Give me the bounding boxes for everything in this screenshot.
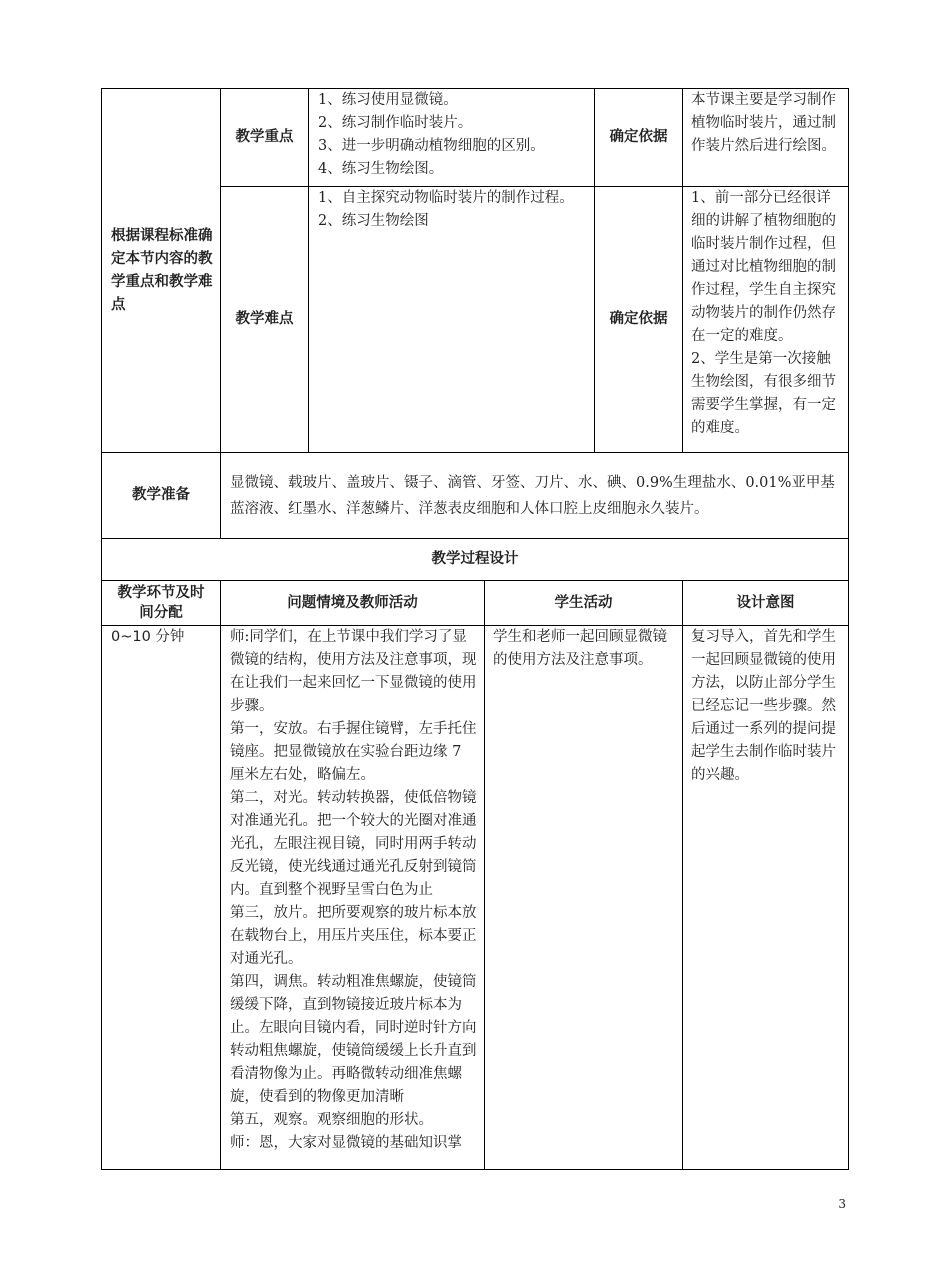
teacher-paragraph: 第一，安放。右手握住镜臂，左手托住镜座。把显微镜放在实验台距边缘 7 厘米左右处，略偏左。 xyxy=(230,721,477,783)
list-item: 4、练习生物绘图。 xyxy=(318,161,444,177)
teacher-paragraph: 第五，观察。观察细胞的形状。 xyxy=(230,1112,433,1128)
difficulties-label: 教学难点 xyxy=(235,311,294,327)
list-item: 2、练习制作临时装片。 xyxy=(318,115,473,131)
key-points-list xyxy=(318,89,588,181)
section-category-label: 根据课程标准确定本节内容的教学重点和教学难点 xyxy=(111,227,213,313)
preparation-content-cell xyxy=(221,453,848,538)
design-intent-text: 复习导入，首先和学生一起回顾显微镜的使用方法，以防止部分学生已经忘记一些步骤。然后通过一系列的提问提起学生去制作临时装片的兴趣。 xyxy=(691,629,836,783)
process-intent-cell xyxy=(683,626,848,1169)
table-border xyxy=(848,88,849,1170)
header-teacher xyxy=(221,581,484,625)
key-points-basis-text: 本节课主要是学习制作植物临时装片，通过制作装片然后进行绘图。 xyxy=(691,92,836,154)
process-title-cell xyxy=(102,539,848,580)
process-time-cell xyxy=(102,626,220,1169)
difficulties-basis-label-cell xyxy=(595,187,682,452)
preparation-text: 显微镜、载玻片、盖玻片、镊子、滴管、牙签、刀片、水、碘、0.9%生理盐水、0.01%亚甲基蓝溶液、红墨水、洋葱鳞片、洋葱表皮细胞和人体口腔上皮细胞永久装片。 xyxy=(230,474,835,517)
teacher-paragraph: 第四，调焦。转动粗准焦螺旋，使镜筒缓缓下降，直到物镜接近玻片标本为止。左眼向目镜内看，同时逆时针方向转动粗焦螺旋，使镜筒缓缓上长升直到看清物像为止。再略微转动细准焦螺旋，使看到的物像更加清晰 xyxy=(230,974,477,1105)
preparation-label-cell xyxy=(102,453,220,538)
list-item: 1、自主探究动物临时装片的制作过程。 xyxy=(318,190,574,206)
header-student xyxy=(485,581,682,625)
teacher-paragraph: 第三，放片。把所要观察的玻片标本放在载物台上，用压片夹压住，标本要正对通光孔。 xyxy=(230,905,477,967)
key-points-basis-label-cell xyxy=(595,89,682,186)
page-number: 3 xyxy=(838,1197,846,1211)
header-time-label: 教学环节及时间分配 xyxy=(117,585,205,621)
header-time xyxy=(102,581,220,625)
difficulties-list xyxy=(318,187,588,233)
list-item: 1、练习使用显微镜。 xyxy=(318,92,458,108)
key-points-content-cell xyxy=(309,89,594,186)
header-student-label: 学生活动 xyxy=(554,594,613,611)
process-time: 0~10 分钟 xyxy=(111,629,185,645)
list-item: 3、进一步明确动植物细胞的区别。 xyxy=(318,138,545,154)
key-points-label: 教学重点 xyxy=(235,129,294,145)
process-teacher-cell xyxy=(221,626,484,1169)
header-teacher-label: 问题情境及教师活动 xyxy=(287,594,418,611)
header-intent-label: 设计意图 xyxy=(736,594,795,611)
process-student-cell xyxy=(485,626,682,1169)
teacher-paragraph: 第二，对光。转动转换器，使低倍物镜对准通光孔。把一个较大的光圈对准通光孔，左眼注视目镜，同时用两手转动反光镜，使光线通过通光孔反射到镜筒内。直到整个视野呈雪白色为止 xyxy=(230,790,477,898)
header-intent xyxy=(683,581,848,625)
difficulties-basis-cell xyxy=(683,187,848,452)
process-title: 教学过程设计 xyxy=(431,551,519,567)
preparation-label: 教学准备 xyxy=(132,487,190,503)
basis-label: 确定依据 xyxy=(609,311,668,327)
basis-label: 确定依据 xyxy=(609,129,668,145)
difficulties-label-cell xyxy=(221,187,308,452)
teacher-paragraph: 师：恩，大家对显微镜的基础知识掌 xyxy=(230,1135,462,1151)
table-border xyxy=(101,1169,849,1170)
difficulties-basis-text: 1、前一部分已经很详细的讲解了植物细胞的临时装片制作过程，但通过对比植物细胞的制作过程，学生自主探究动物装片的制作仍然存在一定的难度。 xyxy=(691,190,836,344)
student-activity-text: 学生和老师一起回顾显微镜的使用方法及注意事项。 xyxy=(493,629,667,668)
key-points-label-cell xyxy=(221,89,308,186)
section-category-cell xyxy=(102,89,220,452)
difficulties-content-cell xyxy=(309,187,594,452)
list-item: 2、练习生物绘图 xyxy=(318,213,429,229)
key-points-basis-cell xyxy=(683,89,848,186)
teacher-paragraph: 师:同学们，在上节课中我们学习了显微镜的结构，使用方法及注意事项，现在让我们一起来回忆一下显微镜的使用步骤。 xyxy=(230,629,477,714)
difficulties-basis-text: 2、学生是第一次接触生物绘图，有很多细节需要学生掌握，有一定的难度。 xyxy=(691,351,836,436)
